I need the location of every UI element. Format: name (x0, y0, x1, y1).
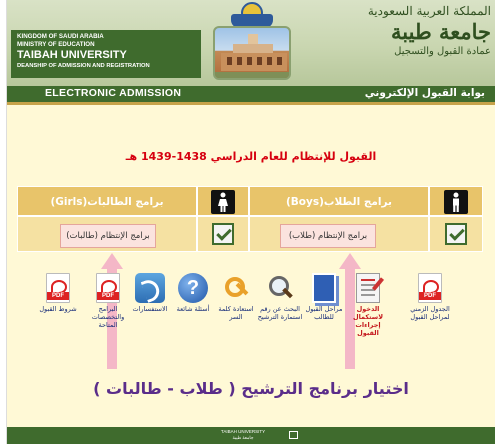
site-header (7, 0, 495, 86)
link-label: البرامج والتخصصات المتاحة (91, 305, 125, 329)
girls-check-cell (197, 216, 249, 252)
header-ar-deanship: عمادة القبول والتسجيل (394, 46, 491, 57)
boys-programs-title: برامج الطلاب(Boys) (285, 196, 392, 208)
girls-header-cell (17, 186, 197, 216)
link-label: الاستفسارات (132, 305, 168, 313)
link-label: الدخول لاستكمال إجراءات القبول (352, 305, 384, 337)
girls-icon-cell (197, 186, 249, 216)
page-frame (6, 0, 494, 444)
academic-year-title: القبول للإنتظام للعام الدراسي 1438-1439 هـ (125, 150, 377, 163)
documents-icon (312, 273, 336, 303)
link-label: استعادة كلمة السر (218, 305, 254, 321)
available-programs-link[interactable] (85, 273, 131, 329)
main-content (7, 105, 495, 427)
form-icon (356, 273, 380, 303)
link-label: أسئلة شائعة (176, 305, 210, 313)
girls-program-cell (17, 216, 197, 252)
header-english-block (11, 30, 201, 78)
link-label: البحث عن رقم استمارة الترشيح (257, 305, 303, 321)
pdf-icon: PDF (418, 273, 442, 303)
girls-programs-title: برامج الطالبات(Girls) (50, 196, 164, 208)
boys-header-cell (249, 186, 429, 216)
boys-icon-cell (429, 186, 483, 216)
footer-english: TAIBAH UNIVERSITY (220, 429, 266, 434)
banner-english: ELECTRONIC ADMISSION (45, 87, 182, 99)
header-arabic-block (341, 4, 491, 58)
header-ar-university: جامعة طيبة (391, 19, 491, 44)
programs-table (17, 186, 483, 252)
site-footer (7, 427, 495, 444)
nomination-search-link[interactable] (257, 273, 303, 321)
keys-icon (221, 273, 251, 303)
female-icon (211, 190, 235, 214)
link-label: الجدول الزمني لمراحل القبول (410, 305, 450, 321)
quick-links-row (7, 273, 495, 353)
pdf-icon: PDF (96, 273, 120, 303)
university-building-image (213, 26, 291, 80)
header-ar-kingdom: المملكة العربية السعودية (367, 4, 491, 18)
admission-terms-link[interactable] (35, 273, 81, 313)
phone-icon (135, 273, 165, 303)
header-deanship: DEANSHIP OF ADMISSION AND REGISTRATION (17, 63, 150, 69)
admission-stages-link[interactable] (301, 273, 347, 321)
inquiries-link[interactable] (127, 273, 173, 313)
choose-program-caption: اختيار برنامج الترشيح ( طلاب - طالبات ) (93, 379, 409, 398)
home-icon[interactable] (289, 431, 298, 439)
footer-text (193, 429, 293, 441)
password-recovery-link[interactable] (213, 273, 259, 321)
footer-arabic: جامعة طيبة (232, 435, 254, 440)
girls-regular-programs-button[interactable]: برامج الإنتظام (طالبات) (60, 224, 156, 248)
check-icon (212, 223, 234, 245)
admission-banner (7, 86, 495, 102)
boys-program-cell (249, 216, 429, 252)
pdf-icon: PDF (46, 273, 70, 303)
male-icon (444, 190, 468, 214)
search-icon (265, 273, 295, 303)
faq-link[interactable] (170, 273, 216, 313)
link-label: مراحل القبول للطالب (305, 305, 343, 321)
check-icon (445, 223, 467, 245)
admission-schedule-link[interactable] (407, 273, 453, 321)
header-kingdom: KINGDOM OF SAUDI ARABIA (17, 33, 104, 40)
header-university: TAIBAH UNIVERSITY (17, 49, 127, 61)
boys-check-cell (429, 216, 483, 252)
header-ministry: MINISTRY OF EDUCATION (17, 41, 95, 48)
complete-admission-link[interactable] (345, 273, 391, 337)
banner-arabic: بوابة القبول الإلكتروني (364, 87, 485, 99)
link-label: شروط القبول (39, 305, 77, 313)
boys-regular-programs-button[interactable]: برامج الإنتظام (طلاب) (280, 224, 376, 248)
help-icon: ? (178, 273, 208, 303)
